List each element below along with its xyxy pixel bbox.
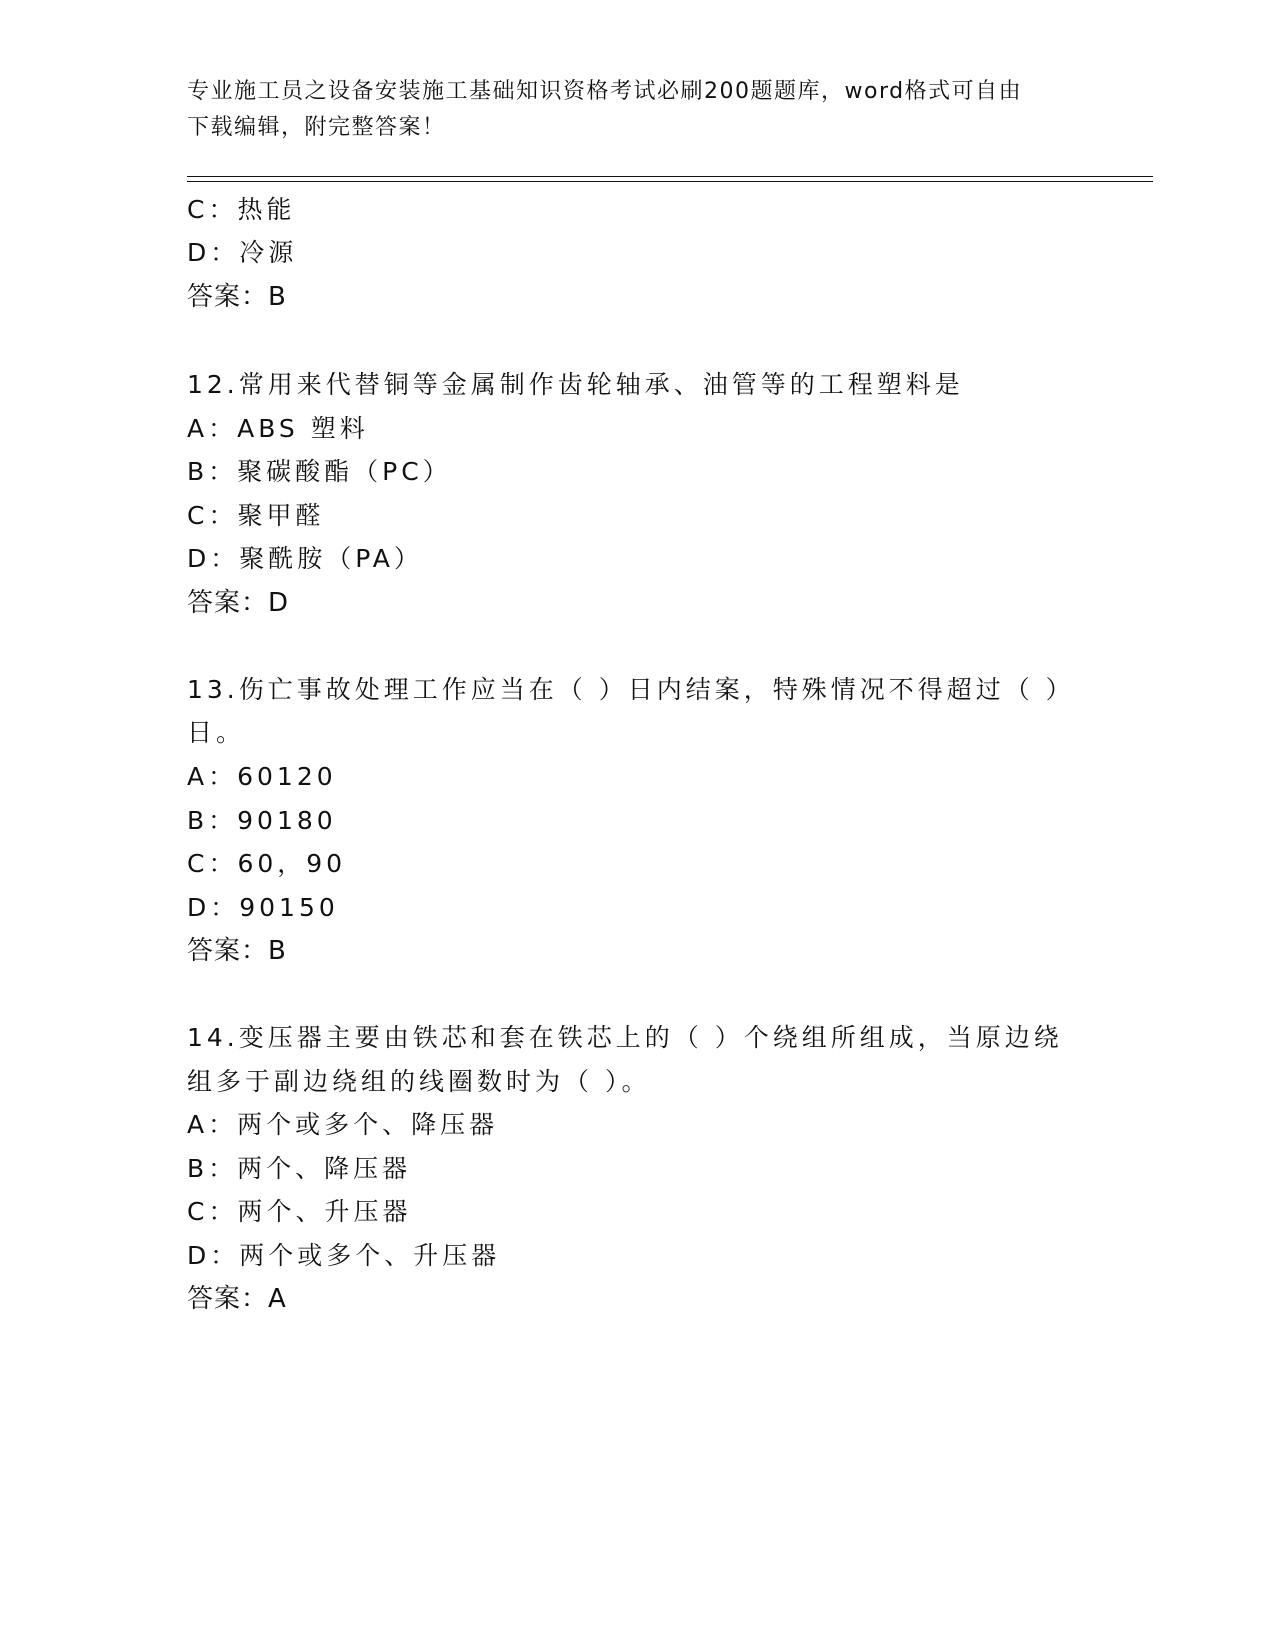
question-12-stem: 12.常用来代替铜等金属制作齿轮轴承、油管等的工程塑料是 [187,370,964,399]
prev-question-answer: 答案：B [187,282,287,312]
question-13-option-d: D：90150 [187,893,339,922]
question-14-stem-line-1: 14.变压器主要由铁芯和套在铁芯上的（ ）个绕组所组成，当原边绕 [187,1023,1063,1052]
question-12-option-b: B：聚碳酸酯（PC） [187,457,452,486]
question-13-option-b: B：90180 [187,806,337,835]
header-divider-top [187,176,1153,177]
header-line-1: 专业施工员之设备安装施工基础知识资格考试必刷200题题库，word格式可自由 [187,79,1023,104]
document-header [187,74,1067,146]
question-13-answer: 答案：B [187,936,287,966]
question-13-option-a: A：60120 [187,762,337,791]
header-line-2: 下载编辑，附完整答案！ [187,115,446,140]
question-12-option-d: D：聚酰胺（PA） [187,544,423,573]
question-14-answer: 答案：A [187,1284,287,1314]
question-12-option-a: A：ABS 塑料 [187,414,369,443]
question-13-option-c: C：60，90 [187,849,347,878]
question-14-option-d: D：两个或多个、升压器 [187,1241,501,1270]
question-13-stem-line-2: 日。 [187,718,246,747]
question-14-option-b: B：两个、降压器 [187,1154,412,1183]
question-12-option-c: C：聚甲醛 [187,501,325,530]
question-13-stem-line-1: 13.伤亡事故处理工作应当在（ ）日内结案，特殊情况不得超过（ ） [187,675,1075,704]
header-divider-bottom [187,181,1153,182]
prev-question-option-c: C：热能 [187,195,296,224]
question-14-option-c: C：两个、升压器 [187,1197,412,1226]
question-12-answer: 答案：D [187,588,290,618]
question-14-option-a: A：两个或多个、降压器 [187,1110,499,1139]
question-14-stem-line-2: 组多于副边绕组的线圈数时为（ ）。 [187,1067,651,1096]
prev-question-option-d: D：冷源 [187,238,298,267]
